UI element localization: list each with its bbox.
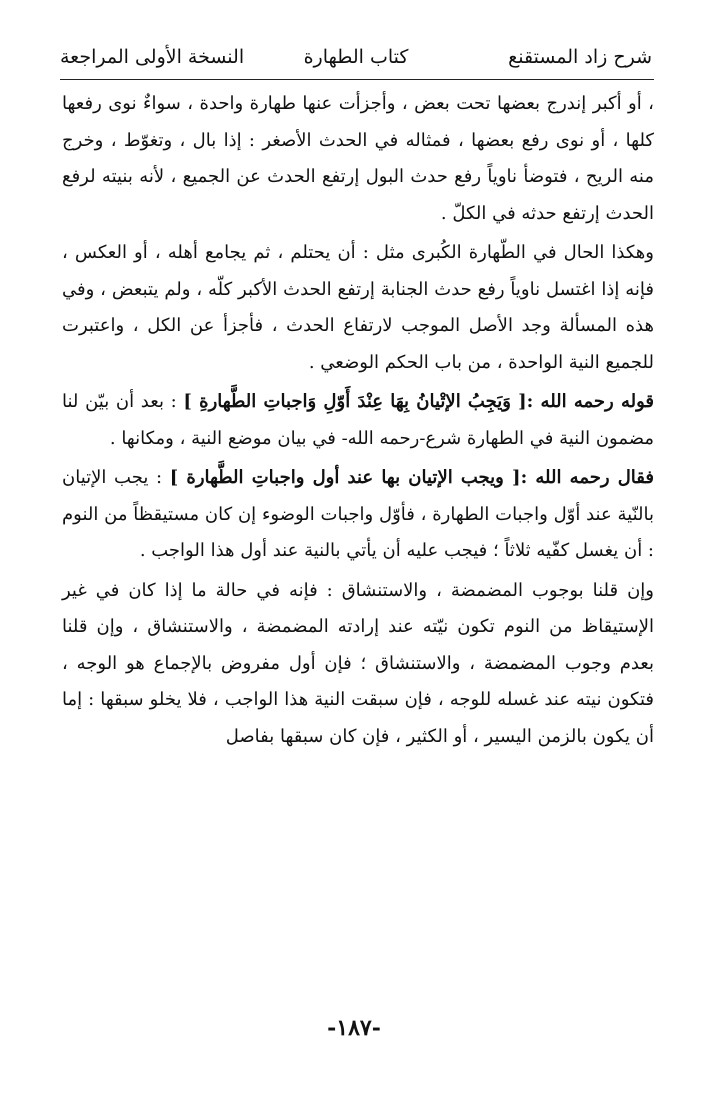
running-header bbox=[60, 42, 652, 72]
paragraph bbox=[62, 460, 654, 570]
quoted-text-heading: فقال رحمه الله :[ ويجب الإتيان بها عند أول واجباتِ الطَّهارة ] bbox=[169, 467, 654, 488]
quoted-text-heading: قوله رحمه الله :[ وَيَجِبُ الإتْيانُ بِهَا عِنْدَ أَوّلِ وَاجباتِ الطَّهارةِ ] bbox=[183, 391, 655, 412]
header-chapter: كتاب الطهارة bbox=[303, 46, 409, 68]
paragraph: وهكذا الحال في الطّهارة الكُبرى مثل : أن يحتلم ، ثم يجامع أهله ، أو العكس ، فإنه إذا اغتسل ناوياً رفع حدث الجنابة إرتفع الحدث الأكبر كلّه ، ولم يتبعض ، وفي هذه المسألة وجد الأصل الموجب لارتفاع الحدث ، فأجزأ عن الكل ، واعتبرت للجميع النية الواحدة ، من باب الحكم الوضعي . bbox=[62, 242, 654, 373]
paragraph-text: : يجب الإتيان بالنّية عند أوّل واجبات الطهارة ، فأوّل واجبات الوضوء إن كان مستيقظاً من النوم : أن يغسل كفّيه ثلاثاً ؛ فيجب عليه أن يأتي بالنية عند أول هذا الواجب . bbox=[62, 467, 654, 561]
paragraph-text: : بعد أن بيّن لنا مضمون النية في الطهارة شرع-رحمه الله- في بيان موضع النية ، ومكانها . bbox=[62, 391, 654, 449]
paragraph: ، أو أكبر إندرج بعضها تحت بعض ، وأجزأت عنها طهارة واحدة ، سواءٌ نوى رفعها كلها ، أو نوى رفع بعضها ، فمثاله في الحدث الأصغر : إذا بال ، وتغوّط ، وخرج منه الريح ، فتوضأ ناوياً رفع حدث البول إرتفع الحدث عن الجميع ، لأنه بنيته لرفع الحدث إرتفع حدثه في الكلّ . bbox=[62, 93, 654, 224]
page-number: -١٨٧- bbox=[327, 1015, 381, 1041]
header-book-title: شرح زاد المستقنع bbox=[508, 46, 652, 68]
paragraph: وإن قلنا بوجوب المضمضة ، والاستنشاق : فإنه في حالة ما إذا كان في غير الإستيقاظ من النوم تكون نيّته عند إرادته المضمضة ، والاستنشاق ، وإن قلنا بعدم وجوب المضمضة ، والاستنشاق ؛ فإن أول مفروض بالإجماع هو الوجه ، فتكون نيته عند غسله للوجه ، فإن سبقت النية هذا الواجب ، فلا يخلو سبقها : إما أن يكون بالزمن اليسير ، أو الكثير ، فإن كان سبقها بفاصل bbox=[62, 579, 654, 747]
header-divider bbox=[60, 79, 654, 80]
paragraph bbox=[62, 384, 654, 457]
header-edition: النسخة الأولى المراجعة bbox=[60, 46, 245, 68]
body-text bbox=[62, 86, 654, 755]
